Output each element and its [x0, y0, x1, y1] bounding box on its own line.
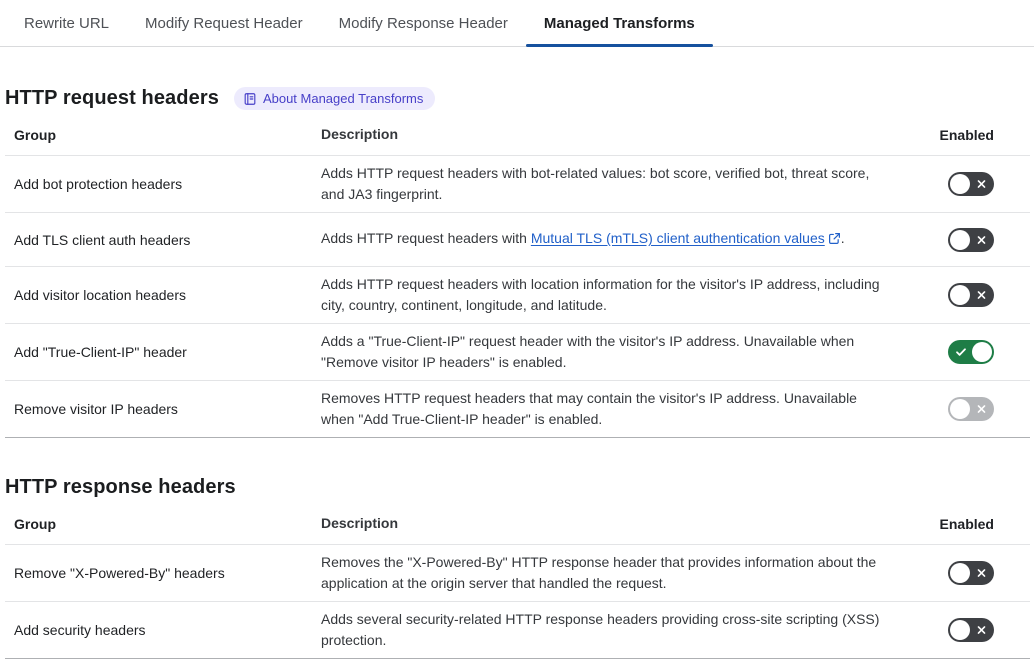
column-header-group: Group [14, 126, 56, 143]
column-header-description: Description [321, 515, 399, 531]
enabled-toggle [948, 397, 994, 421]
group-label: Add TLS client auth headers [14, 231, 191, 248]
response-section-header [5, 476, 1030, 499]
enabled-toggle[interactable] [948, 228, 994, 252]
enabled-toggle[interactable] [948, 172, 994, 196]
description-text: Removes the "X-Powered-By" HTTP response header that provides information about the application at the origin server that handled the request. [321, 554, 877, 591]
description-before-link: Adds HTTP request headers with [321, 230, 531, 246]
enabled-toggle[interactable] [948, 283, 994, 307]
enabled-cell [896, 228, 1030, 252]
group-label: Add bot protection headers [14, 176, 183, 192]
toggle-knob [950, 285, 970, 305]
x-icon [976, 290, 987, 301]
enabled-cell [896, 340, 1030, 364]
enabled-toggle[interactable] [948, 561, 994, 585]
column-header-enabled: Enabled [939, 126, 994, 143]
response-headers-table [5, 511, 1030, 659]
toggle-knob [950, 563, 970, 583]
toggle-knob [950, 399, 970, 419]
toggle-knob [950, 174, 970, 194]
group-label: Add security headers [14, 622, 146, 638]
group-label: Remove visitor IP headers [14, 401, 178, 417]
group-label: Add visitor location headers [14, 287, 186, 303]
mtls-documentation-link[interactable]: Mutual TLS (mTLS) client authentication values [530, 230, 825, 246]
check-icon [955, 346, 967, 358]
description-text [321, 228, 896, 251]
badge-label: About Managed Transforms [262, 91, 424, 106]
table-row [5, 213, 1030, 267]
table-row [5, 324, 1030, 381]
x-icon [976, 179, 987, 190]
x-icon [976, 625, 987, 636]
enabled-cell [896, 618, 1030, 642]
request-headers-section [5, 87, 1030, 438]
tab-bar [0, 0, 1034, 47]
external-link-icon [828, 230, 841, 251]
table-row [5, 545, 1030, 602]
enabled-toggle[interactable] [948, 340, 994, 364]
response-headers-section [5, 476, 1030, 659]
tab-rewrite-url[interactable]: Rewrite URL [6, 0, 127, 46]
enabled-cell [896, 283, 1030, 307]
tab-modify-response-header[interactable]: Modify Response Header [321, 0, 526, 46]
request-headers-table [5, 122, 1030, 438]
book-icon [243, 92, 257, 106]
response-table-rows [5, 545, 1030, 659]
table-header-row [5, 511, 1030, 545]
response-section-title: HTTP response headers [5, 476, 236, 498]
description-text: Adds a "True-Client-IP" request header with the visitor's IP address. Unavailable when "Remove visitor IP headers" is enabled. [321, 333, 855, 370]
x-icon [976, 404, 987, 415]
enabled-toggle[interactable] [948, 618, 994, 642]
enabled-cell [896, 172, 1030, 196]
column-header-group: Group [14, 515, 56, 532]
table-row [5, 267, 1030, 324]
column-header-enabled: Enabled [939, 515, 994, 532]
toggle-knob [950, 230, 970, 250]
request-section-header [5, 87, 1030, 110]
description-text: Adds several security-related HTTP response headers providing cross-site scripting (XSS) protection. [321, 611, 880, 648]
table-row [5, 381, 1030, 438]
description-text: Adds HTTP request headers with bot-related values: bot score, verified bot, threat score, and JA3 fingerprint. [321, 165, 870, 202]
x-icon [976, 234, 987, 245]
table-row [5, 602, 1030, 659]
x-icon [976, 568, 987, 579]
tab-managed-transforms[interactable]: Managed Transforms [526, 0, 713, 46]
table-row [5, 156, 1030, 213]
toggle-knob [950, 620, 970, 640]
toggle-knob [972, 342, 992, 362]
column-header-description: Description [321, 126, 399, 142]
description-after-link: . [840, 230, 845, 246]
about-managed-transforms-badge[interactable] [234, 87, 435, 110]
managed-transforms-page [0, 87, 1034, 659]
description-text: Removes HTTP request headers that may contain the visitor's IP address. Unavailable when "Add True-Client-IP header" is enabled. [321, 390, 857, 427]
group-label: Add "True-Client-IP" header [14, 344, 187, 360]
enabled-cell [896, 561, 1030, 585]
enabled-cell [896, 397, 1030, 421]
request-section-title: HTTP request headers [5, 87, 219, 109]
description-text: Adds HTTP request headers with location information for the visitor's IP address, including city, country, continent, longitude, and latitude. [321, 276, 880, 313]
group-label: Remove "X-Powered-By" headers [14, 565, 225, 581]
request-table-rows [5, 156, 1030, 438]
tab-modify-request-header[interactable]: Modify Request Header [127, 0, 321, 46]
table-header-row [5, 122, 1030, 156]
